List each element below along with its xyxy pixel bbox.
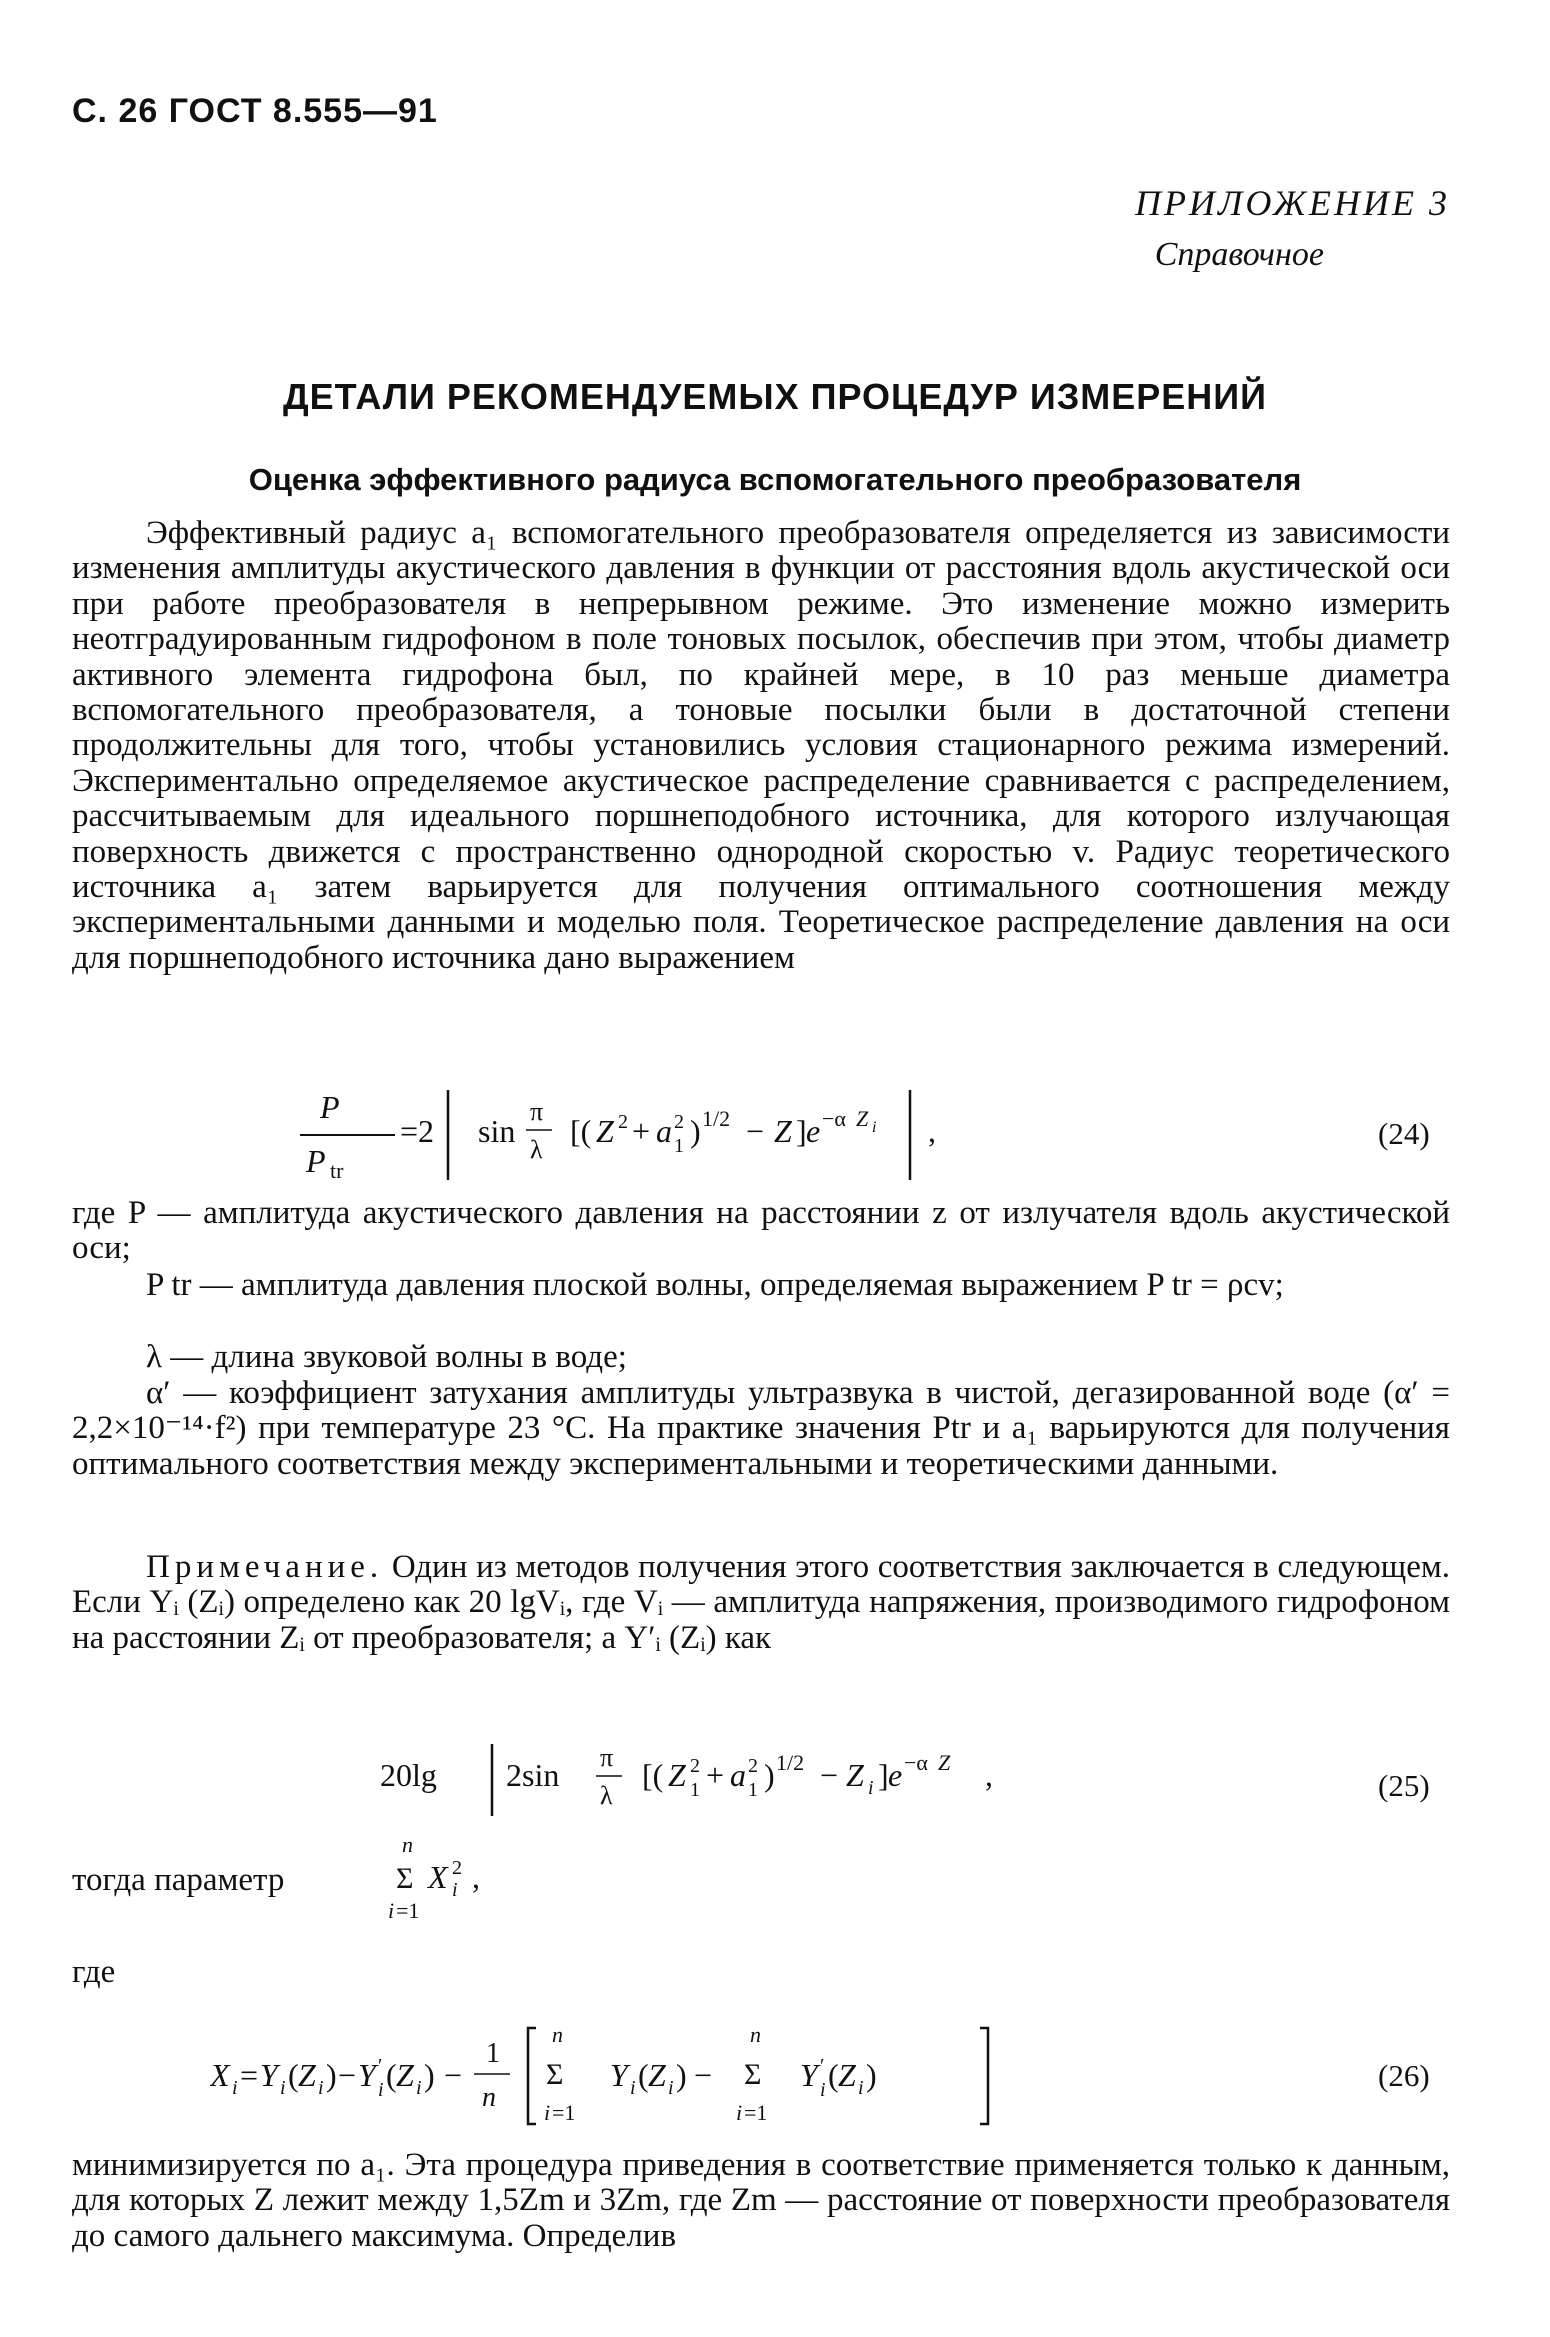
where-text: где [72,1954,116,1990]
definition-p: где P — амплитуда акустического давления на расстоянии z от излучателя вдоль акустической оси; [72,1195,1450,1267]
svg-text:,: , [985,1757,993,1793]
svg-text:π: π [530,1097,544,1126]
svg-text:′: ′ [378,2055,383,2077]
svg-text:−α: −α [904,1750,928,1775]
svg-text:e: e [806,1113,821,1149]
svg-text:Y: Y [610,2057,628,2093]
svg-text:a: a [656,1113,672,1149]
note-text: Один из методов получения этого соответствия заключается в следующем. Если Yᵢ (Zᵢ) определено как 20 lgVᵢ, где Vᵢ — амплитуда напряжения, производимого гидрофоном на расстоянии Zᵢ от преобразователя; а Y′ᵢ (Zᵢ) как [72,1549,1450,1656]
svg-text:π: π [600,1743,614,1772]
svg-text:2: 2 [690,1755,700,1777]
svg-text:e: e [888,1757,903,1793]
svg-text:n: n [750,2022,761,2047]
svg-text:Z: Z [774,1113,792,1149]
svg-text:X: X [428,1859,448,1895]
svg-text:=: = [240,2057,259,2093]
svg-text:λ: λ [600,1781,613,1810]
svg-text:tr: tr [330,1158,344,1183]
svg-text:Σ: Σ [546,2058,564,2091]
svg-text:1: 1 [748,1779,758,1801]
svg-text:n: n [552,2022,563,2047]
svg-text:Z: Z [596,1113,614,1149]
svg-text:X: X [210,2057,230,2093]
svg-text:sin: sin [478,1113,516,1149]
svg-text:Y: Y [358,2057,376,2093]
svg-text:): ) [424,2057,435,2093]
svg-text:i: i [736,2100,743,2125]
page-header: С. 26 ГОСТ 8.555—91 [72,92,438,130]
svg-text:): ) [764,1757,775,1793]
svg-text:(: ( [828,2057,839,2093]
svg-text:+: + [706,1757,725,1793]
svg-text:i: i [668,2077,674,2099]
note-label: Примечание. [146,1549,384,1585]
svg-text:i: i [318,2077,324,2099]
svg-text:Z: Z [298,2057,316,2093]
svg-text:1: 1 [486,2038,500,2069]
appendix-label: ПРИЛОЖЕНИЕ 3 [1135,183,1450,223]
final-paragraph: минимизируется по a₁. Эта процедура приведения в соответствие применяется только к данным, для которых Z лежит между 1,5Zm и 3Zm, где Zm — расстояние от поверхности преобразователя до самого дальнего максимума. Определив [72,2147,1450,2254]
svg-text:P: P [306,1143,326,1179]
svg-text:(: ( [638,2057,649,2093]
svg-text:Σ: Σ [744,2058,762,2091]
svg-text:(: ( [386,2057,397,2093]
svg-text:]: ] [796,1113,807,1149]
svg-text:−: − [338,2057,357,2093]
svg-text:n: n [482,2082,496,2113]
svg-text:1: 1 [690,1779,700,1801]
svg-text:2: 2 [748,1755,758,1777]
svg-text:Z: Z [846,1757,864,1793]
svg-text:1: 1 [674,1135,684,1157]
definition-ptr: P tr — амплитуда давления плоской волны, определяемая выражением P tr = ρcv; [146,1267,1284,1303]
svg-text:i: i [388,1898,395,1923]
svg-text:[(: [( [570,1113,592,1149]
definition-alpha: α′ — коэффициент затухания амплитуды ультразвука в чистой, дегазированной воде (α′ = 2,2×10⁻¹⁴·f²) при температуре 23 °С. На практике значения Ptr и a₁ варьируются для получения оптимального соответствия между экспериментальными и теоретическими данными. [72,1375,1450,1482]
svg-text:,: , [928,1113,936,1149]
svg-text:−: − [694,2057,713,2093]
svg-text:Z: Z [668,1757,686,1793]
equation-26-number: (26) [1378,2058,1430,2093]
svg-text:−: − [820,1757,839,1793]
svg-text:Σ: Σ [396,1862,414,1895]
section-title: ДЕТАЛИ РЕКОМЕНДУЕМЫХ ПРОЦЕДУР ИЗМЕРЕНИЙ [282,376,1268,417]
svg-text:λ: λ [530,1135,543,1164]
svg-text:2sin: 2sin [506,1757,560,1793]
definition-lambda: λ — длина звуковой волны в воде; [146,1339,627,1375]
svg-text:): ) [690,1113,701,1149]
svg-text:): ) [676,2057,687,2093]
svg-text:i: i [544,2100,551,2125]
svg-text:): ) [866,2057,877,2093]
svg-text:n: n [402,1832,413,1857]
svg-text:=1: =1 [744,2100,768,2125]
svg-text:]: ] [878,1757,889,1793]
sum-parameter-formula [380,1830,580,1930]
svg-text:i: i [858,2077,864,2099]
svg-text:(: ( [288,2057,299,2093]
svg-text:): ) [326,2057,337,2093]
svg-text:Z: Z [838,2057,856,2093]
svg-text:Y: Y [800,2057,818,2093]
svg-text:20lg: 20lg [380,1757,437,1793]
svg-text:2: 2 [452,1857,462,1879]
equation-25-formula [380,1736,1180,1820]
appendix-type: Справочное [1154,236,1324,273]
svg-text:[(: [( [642,1757,664,1793]
equation-24-formula [300,1080,1450,1190]
svg-text:i: i [630,2077,636,2099]
paragraph-intro: Эффективный радиус a₁ вспомогательного преобразователя определяется из зависимости изменения амплитуды акустического давления в функции от расстояния вдоль акустической оси при работе преобразователя в непрерывном режиме. Это изменение можно измерить неотградуированным гидрофоном в поле тоновых посылок, обеспечив при этом, чтобы диаметр активного элемента гидрофона был, по крайней мере, в 10 раз меньше диаметра вспомогательного преобразователя, а тоновые посылки были в достаточной степени продолжительны для того, чтобы установились условия стационарного режима измерений. Экспериментально определяемое акустическое распределение сравнивается с распределением, рассчитываемым для идеального поршнеподобного источника, для которого излучающая поверхность движется с пространственно однородной скоростью v. Радиус теоретического источника a₁ затем варьируется для получения оптимального соотношения между экспериментальными данными и моделью поля. Теоретическое распределение давления на оси для поршнеподобного источника дано выражением [72,515,1450,976]
equation-24-number: (24) [1378,1116,1430,1151]
svg-text:i: i [872,1119,877,1136]
then-parameter-text: тогда параметр [72,1862,285,1898]
svg-text:=1: =1 [552,2100,576,2125]
svg-text:−: − [746,1113,765,1149]
svg-text:Z: Z [856,1106,869,1131]
svg-text:i: i [452,1879,458,1901]
svg-text:1/2: 1/2 [702,1106,731,1131]
svg-text:P: P [320,1089,340,1125]
svg-text:Z: Z [648,2057,666,2093]
svg-text:2: 2 [674,1111,684,1133]
svg-text:i: i [868,1777,874,1799]
note-paragraph [72,1550,1450,1656]
svg-text:=1: =1 [396,1898,420,1923]
svg-text:Z: Z [938,1750,951,1775]
svg-text:−α: −α [822,1106,846,1131]
svg-text:i: i [232,2077,238,2099]
svg-text:i: i [416,2077,422,2099]
svg-text:1/2: 1/2 [776,1750,805,1775]
section-subtitle: Оценка эффективного радиуса вспомогательного преобразователя [248,462,1302,497]
svg-text:i: i [280,2077,286,2099]
equation-26-formula [210,2020,1210,2132]
equation-25-number: (25) [1378,1768,1430,1803]
svg-text:−: − [444,2057,463,2093]
svg-text:2: 2 [618,1111,628,1133]
svg-text:′: ′ [820,2055,825,2077]
svg-text:,: , [472,1859,480,1895]
svg-text:a: a [730,1757,746,1793]
svg-text:i: i [378,2079,384,2101]
svg-text:=2: =2 [400,1113,435,1149]
svg-text:Z: Z [396,2057,414,2093]
svg-text:i: i [820,2079,826,2101]
svg-text:+: + [632,1113,651,1149]
svg-text:Y: Y [260,2057,278,2093]
